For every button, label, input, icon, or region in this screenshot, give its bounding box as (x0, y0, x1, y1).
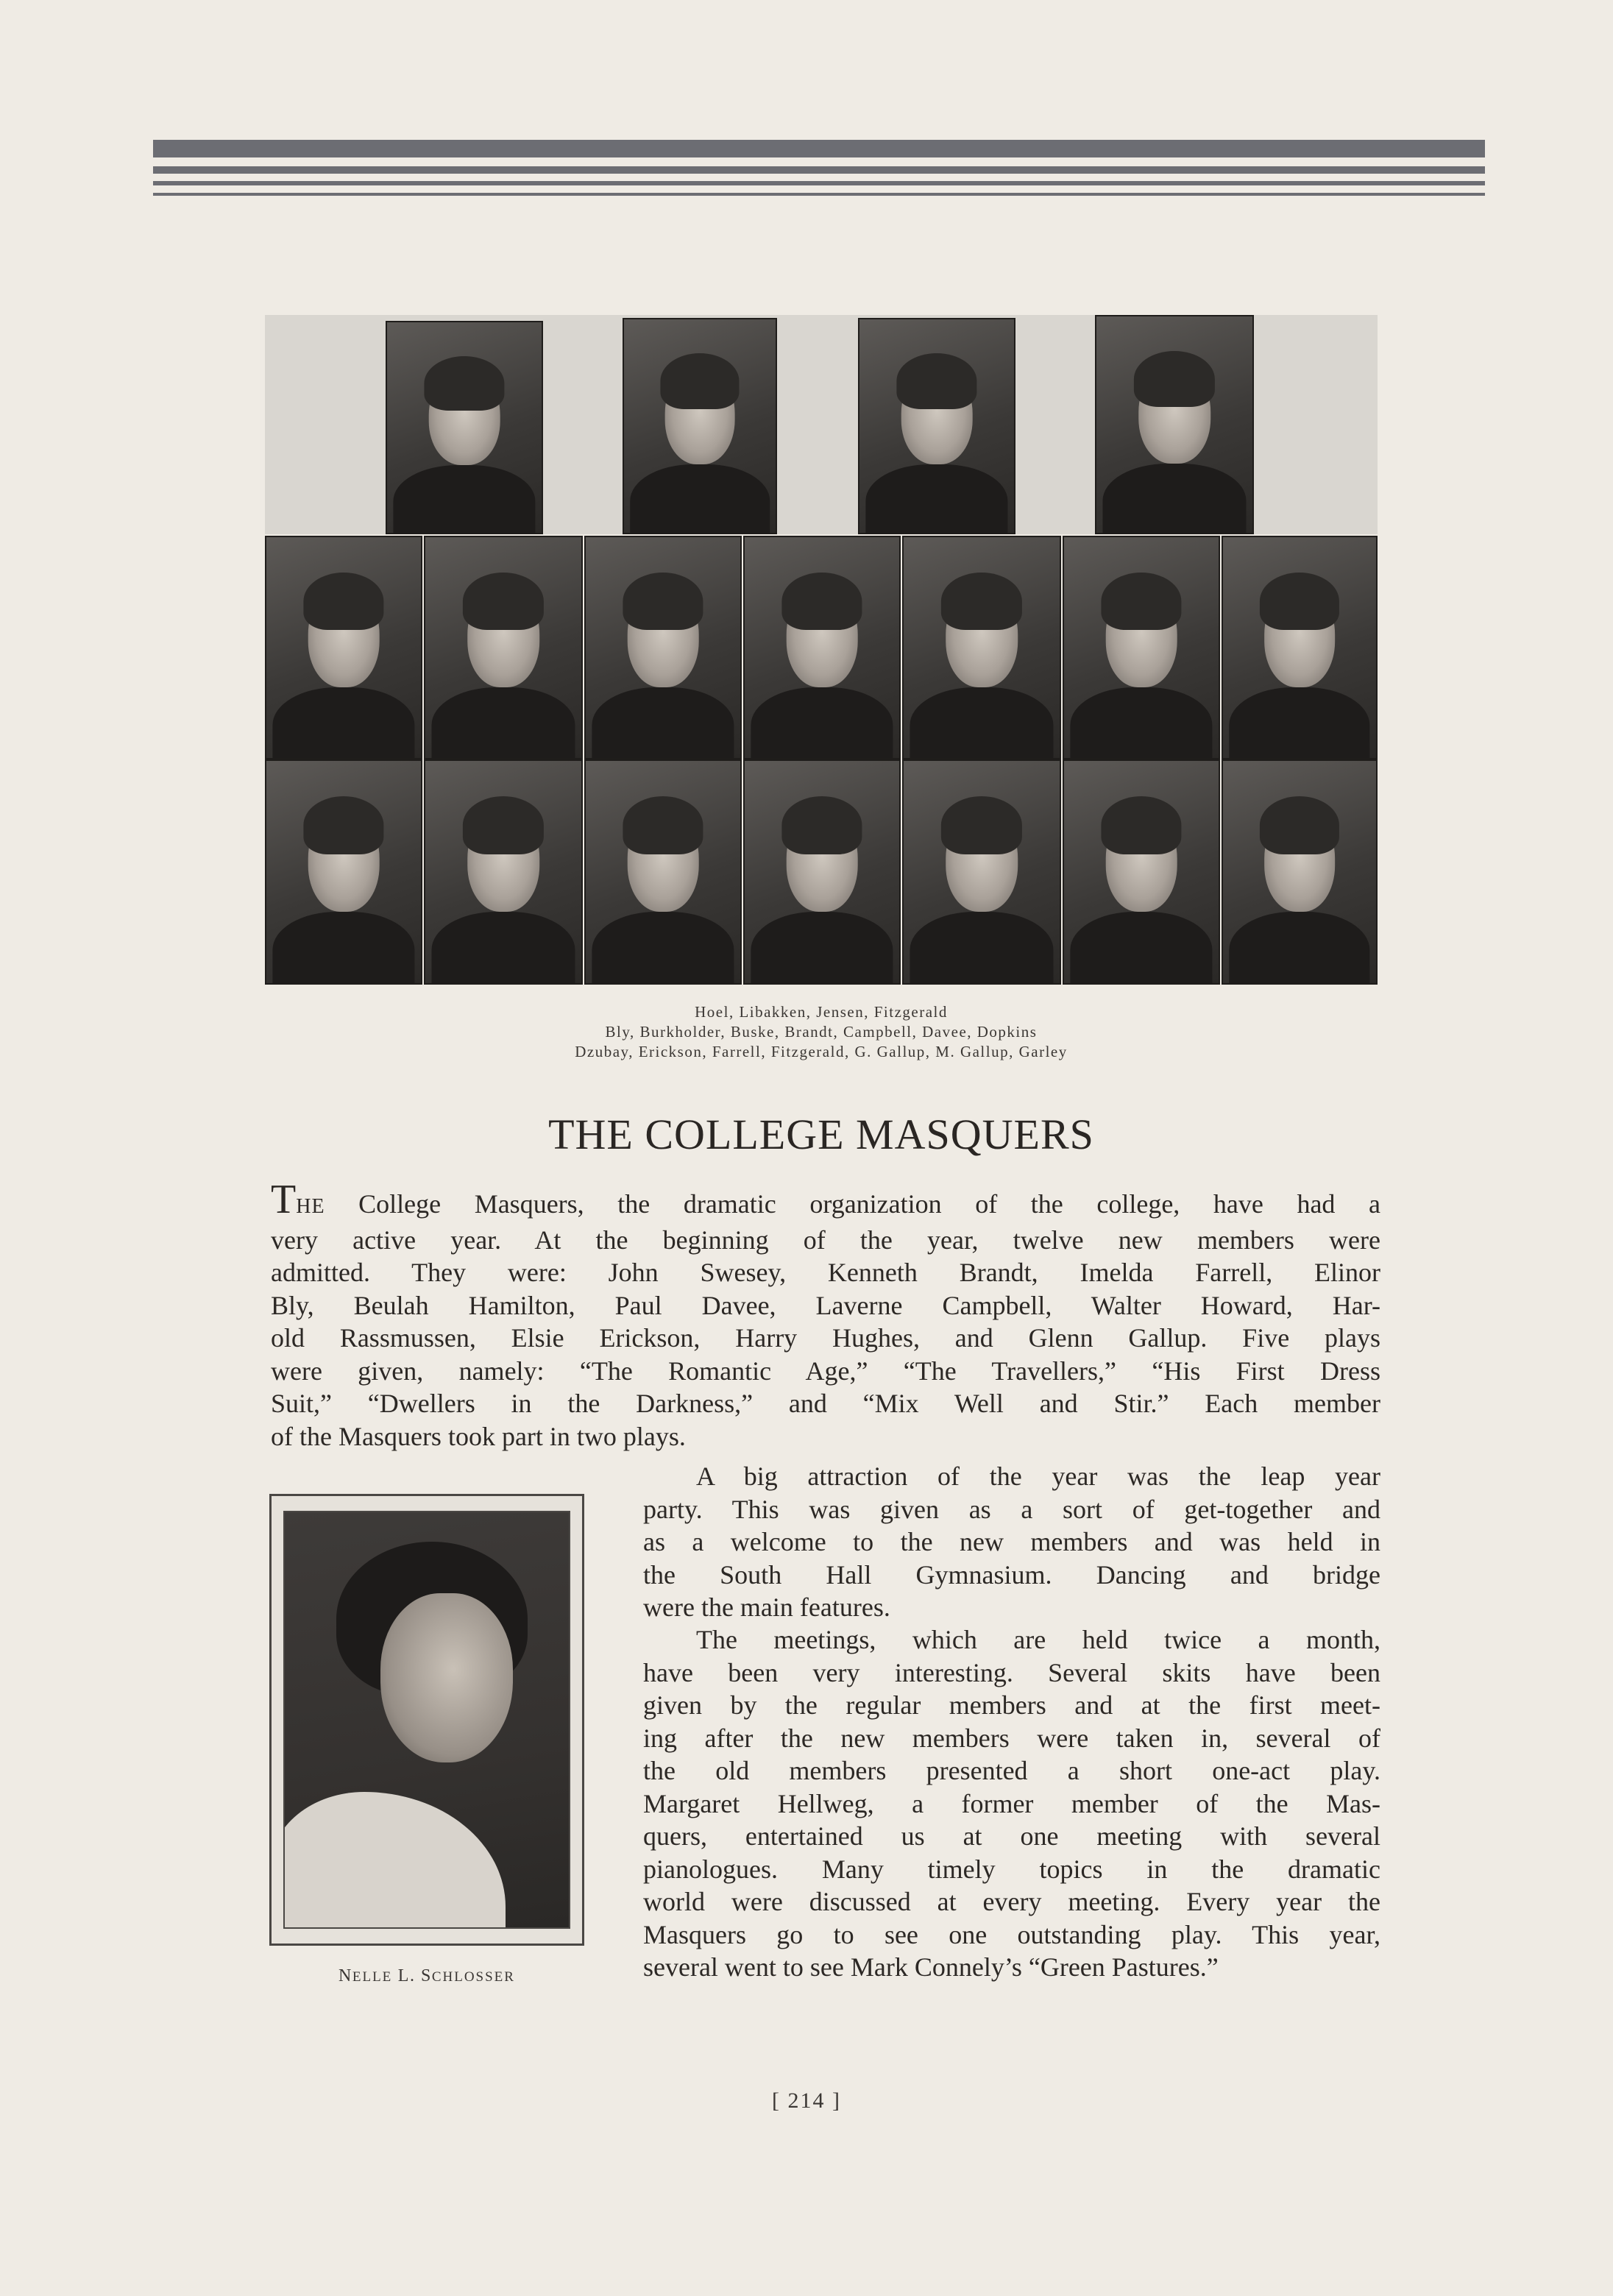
paragraph-line: Masquers go to see one outstanding play. This year, (643, 1919, 1380, 1949)
paragraph-line: world were discussed at every meeting. Every year the (643, 1887, 1380, 1916)
paragraph-line: were given, namely: “The Romantic Age,” “The Travellers,” “His First Dress (271, 1356, 1380, 1386)
member-photo (584, 536, 742, 759)
meetings-paragraph (643, 1623, 1380, 1984)
paragraph-line: several went to see Mark Connely’s “Green Pastures.” (643, 1952, 1219, 1982)
member-photo (743, 536, 901, 759)
member-photo (1222, 536, 1378, 759)
paragraph-line: of the Masquers took part in two plays. (271, 1421, 686, 1451)
paragraph-line: old Rassmussen, Elsie Erickson, Harry Hughes, and Glenn Gallup. Five plays (271, 1323, 1380, 1353)
page-number: [ 214 ] (772, 2088, 841, 2113)
paragraph-line: Suit,” “Dwellers in the Darkness,” and “Mix Well and Stir.” Each member (271, 1389, 1380, 1418)
paragraph-line: A big attraction of the year was the leap year (696, 1461, 1380, 1491)
paragraph-line: party. This was given as a sort of get-together and (643, 1494, 1380, 1524)
paragraph-line: College Masquers, the dramatic organization of the college, have had a (325, 1189, 1380, 1219)
caption-row-3: Dzubay, Erickson, Farrell, Fitzgerald, G. Gallup, M. Gallup, Garley (575, 1043, 1068, 1060)
page-title: THE COLLEGE MASQUERS (548, 1110, 1094, 1158)
paragraph-line: very active year. At the beginning of the year, twelve new members were (271, 1225, 1380, 1255)
caption-row-2: Bly, Burkholder, Buske, Brandt, Campbell, Davee, Dopkins (605, 1023, 1038, 1041)
paragraph-line: the old members presented a short one-act play. (643, 1756, 1380, 1785)
member-photo (1063, 536, 1220, 759)
small-caps-lead: HE (296, 1195, 325, 1218)
header-rule (153, 181, 1485, 185)
group-photo-caption (265, 1002, 1378, 1062)
paragraph-line: as a welcome to the new members and was held in (643, 1527, 1380, 1556)
drop-cap: T (271, 1177, 297, 1222)
paragraph-line: ing after the new members were taken in, several of (643, 1723, 1380, 1753)
member-photo (902, 536, 1061, 759)
member-photo (424, 759, 583, 985)
caption-row-1: Hoel, Libakken, Jensen, Fitzgerald (695, 1003, 948, 1021)
member-photo (1222, 759, 1378, 985)
advisor-photo (283, 1511, 570, 1929)
member-photo (1063, 759, 1220, 985)
party-paragraph (643, 1460, 1380, 1624)
member-photo (265, 759, 422, 985)
member-photo (386, 321, 543, 534)
paragraph-line: given by the regular members and at the first meet- (643, 1690, 1380, 1720)
member-photo (1095, 315, 1254, 534)
header-rule (153, 140, 1485, 157)
paragraph-line: Margaret Hellweg, a former member of the Mas- (643, 1788, 1380, 1818)
member-photo (623, 318, 777, 534)
paragraph-line: pianologues. Many timely topics in the dramatic (643, 1854, 1380, 1884)
member-photo-grid (265, 315, 1378, 985)
member-photo (584, 759, 742, 985)
header-rule (153, 193, 1485, 196)
paragraph-line: were the main features. (643, 1592, 890, 1622)
header-rule (153, 166, 1485, 174)
advisor-caption: NELLE L. SCHLOSSER (338, 1966, 515, 1985)
advisor-portrait (269, 1494, 584, 1946)
paragraph-line: quers, entertained us at one meeting with several (643, 1821, 1380, 1851)
member-photo (424, 536, 583, 759)
intro-paragraph (271, 1177, 1380, 1453)
member-photo (265, 536, 422, 759)
paragraph-line: admitted. They were: John Swesey, Kenneth Brandt, Imelda Farrell, Elinor (271, 1258, 1380, 1287)
member-photo (858, 318, 1015, 534)
member-photo (743, 759, 901, 985)
paragraph-line: have been very interesting. Several skits have been (643, 1657, 1380, 1687)
paragraph-line: Bly, Beulah Hamilton, Paul Davee, Laverne Campbell, Walter Howard, Har- (271, 1290, 1380, 1320)
paragraph-line: The meetings, which are held twice a month, (696, 1625, 1380, 1654)
paragraph-line: the South Hall Gymnasium. Dancing and bridge (643, 1559, 1380, 1590)
member-photo (902, 759, 1061, 985)
